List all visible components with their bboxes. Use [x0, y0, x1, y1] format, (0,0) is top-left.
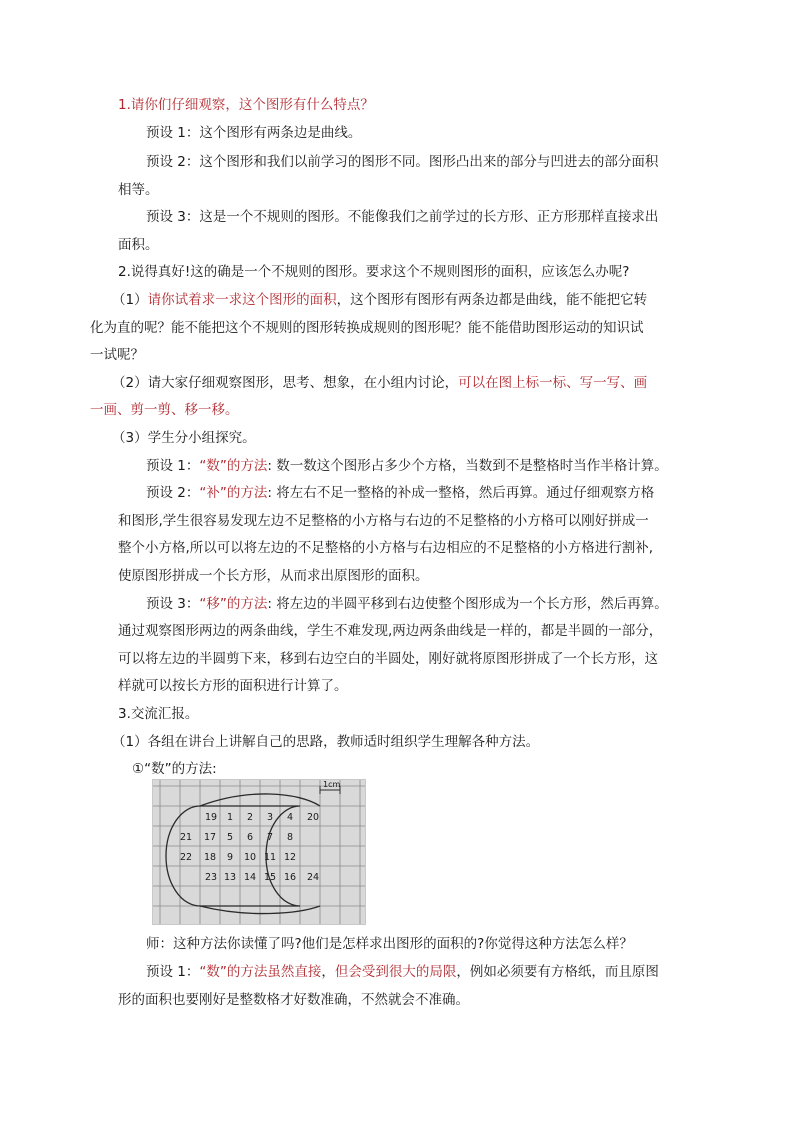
question-3: 3.交流汇报。 [118, 706, 199, 722]
question-1: 1.请你们仔细观察，这个图形有什么特点？ [118, 97, 374, 113]
method-count-name: “数”的方法 [199, 458, 268, 474]
method-count-text: : 数一数这个图形占多少个方格，当数到不是整格时当作半格计算。 [267, 458, 668, 474]
method-fill-line3: 整个小方格,所以可以将左边的不足整格的小方格与右边相应的不足整格的小方格进行割补, [118, 540, 654, 556]
method-move-line3: 可以将左边的半圆剪下来，移到右边空白的半圆处，刚好就将原图形拼成了一个长方形，这 [118, 651, 658, 667]
method-move-line4: 样就可以按长方形的面积进行计算了。 [118, 678, 348, 694]
preset-2-line1: 预设 2：这个图形和我们以前学习的图形不同。图形凸出来的部分与凹进去的部分面积 [146, 154, 659, 170]
step-2-highlight-1: 可以在图上标一标、写一写、画 [458, 375, 648, 391]
cell-number: 3 [266, 812, 274, 823]
cell-numbers [180, 812, 319, 883]
cell-number: 10 [243, 852, 257, 863]
method-move-prefix: 预设 3： [146, 596, 200, 612]
teacher-question: 师：这种方法你读懂了吗?他们是怎样求出图形的面积的?你觉得这种方法怎么样？ [146, 936, 633, 952]
cell-number: 14 [243, 872, 257, 883]
report-1: （1）各组在讲台上讲解自己的思路，教师适时组织学生理解各种方法。 [112, 734, 540, 750]
cell-number: 24 [306, 872, 320, 883]
step-1-line2: 化为直的呢？能不能把这个不规则的图形转换成规则的图形呢？能不能借助图形运动的知识试 [90, 320, 644, 336]
cell-number: 5 [226, 832, 234, 843]
cell-number: 7 [266, 832, 274, 843]
final-highlight-2: 但会受到很大的局限 [334, 964, 457, 980]
grid-figure-svg [153, 780, 365, 924]
cell-number: 12 [283, 852, 297, 863]
cell-number: 17 [203, 832, 217, 843]
step-2-highlight-2: 一画、剪一剪、移一移。 [90, 402, 239, 418]
method-fill-text: : 将左右不足一整格的补成一整格，然后再算。通过仔细观察方格 [267, 485, 655, 501]
question-2: 2.说得真好!这的确是一个不规则的图形。要求这个不规则图形的面积，应该怎么办呢? [118, 264, 630, 280]
cell-number: 11 [263, 852, 277, 863]
method-fill-line2: 和图形,学生很容易发现左边不足整格的小方格与右边的不足整格的小方格可以刚好拼成一 [118, 513, 649, 529]
method-count [146, 456, 668, 476]
method-fill-line4: 使原图形拼成一个长方形，从而求出原图形的面积。 [118, 568, 429, 584]
method-fill-name: “补”的方法 [199, 485, 268, 501]
cell-number: 8 [286, 832, 294, 843]
cell-number: 13 [223, 872, 237, 883]
final-comma: ， [321, 964, 335, 980]
method-move-text: : 将左边的半圆平移到右边使整个图形成为一个长方形，然后再算。 [267, 596, 668, 612]
cell-number: 2 [246, 812, 254, 823]
final-preset-line1 [146, 962, 659, 982]
final-highlight-1: “数”的方法虽然直接 [199, 964, 322, 980]
cell-number: 20 [306, 812, 320, 823]
cell-number: 19 [204, 812, 218, 823]
report-1-sub: ①“数”的方法: [132, 761, 217, 777]
step-2-line1 [112, 373, 647, 393]
method-move-line2: 通过观察图形两边的两条曲线，学生不难发现,两边两条曲线是一样的，都是半圆的一部分， [118, 623, 663, 639]
final-preset-line2: 形的面积也要刚好是整数格才好数准确，不然就会不准确。 [118, 992, 469, 1008]
cell-number: 21 [179, 832, 193, 843]
unit-label: 1cm [323, 780, 341, 789]
grid-figure [152, 779, 366, 925]
cell-number: 1 [226, 812, 234, 823]
method-fill-prefix: 预设 2： [146, 485, 200, 501]
cell-number: 6 [246, 832, 254, 843]
step-1-rest: ，这个图形有图形有两条边都是曲线，能不能把它转 [336, 292, 648, 308]
preset-3-line2: 面积。 [118, 237, 159, 253]
cell-number: 18 [203, 852, 217, 863]
step-1-prefix: （1） [112, 292, 148, 308]
method-fill-line1 [146, 483, 654, 503]
step-3: （3）学生分小组探究。 [112, 430, 256, 446]
step-1-line1 [112, 290, 647, 310]
cell-number: 16 [283, 872, 297, 883]
method-move-line1 [146, 594, 668, 614]
cell-number: 15 [263, 872, 277, 883]
preset-3-line1: 预设 3：这是一个不规则的图形。不能像我们之前学过的长方形、正方形那样直接求出 [146, 209, 659, 225]
cell-number: 23 [204, 872, 218, 883]
method-move-name: “移”的方法 [199, 596, 268, 612]
cell-number: 4 [286, 812, 294, 823]
preset-1: 预设 1：这个图形有两条边是曲线。 [146, 125, 362, 141]
cell-number: 22 [179, 852, 193, 863]
final-preset-prefix: 预设 1： [146, 964, 200, 980]
preset-2-line2: 相等。 [118, 182, 159, 198]
step-2-text: （2）请大家仔细观察图形，思考、想象，在小组内讨论， [112, 375, 459, 391]
method-count-prefix: 预设 1： [146, 458, 200, 474]
final-rest: ，例如必须要有方格纸，而且原图 [456, 964, 659, 980]
step-1-line3: 一试呢？ [90, 347, 144, 363]
step-1-highlight: 请你试着求一求这个图形的面积 [147, 292, 337, 308]
cell-number: 9 [226, 852, 234, 863]
